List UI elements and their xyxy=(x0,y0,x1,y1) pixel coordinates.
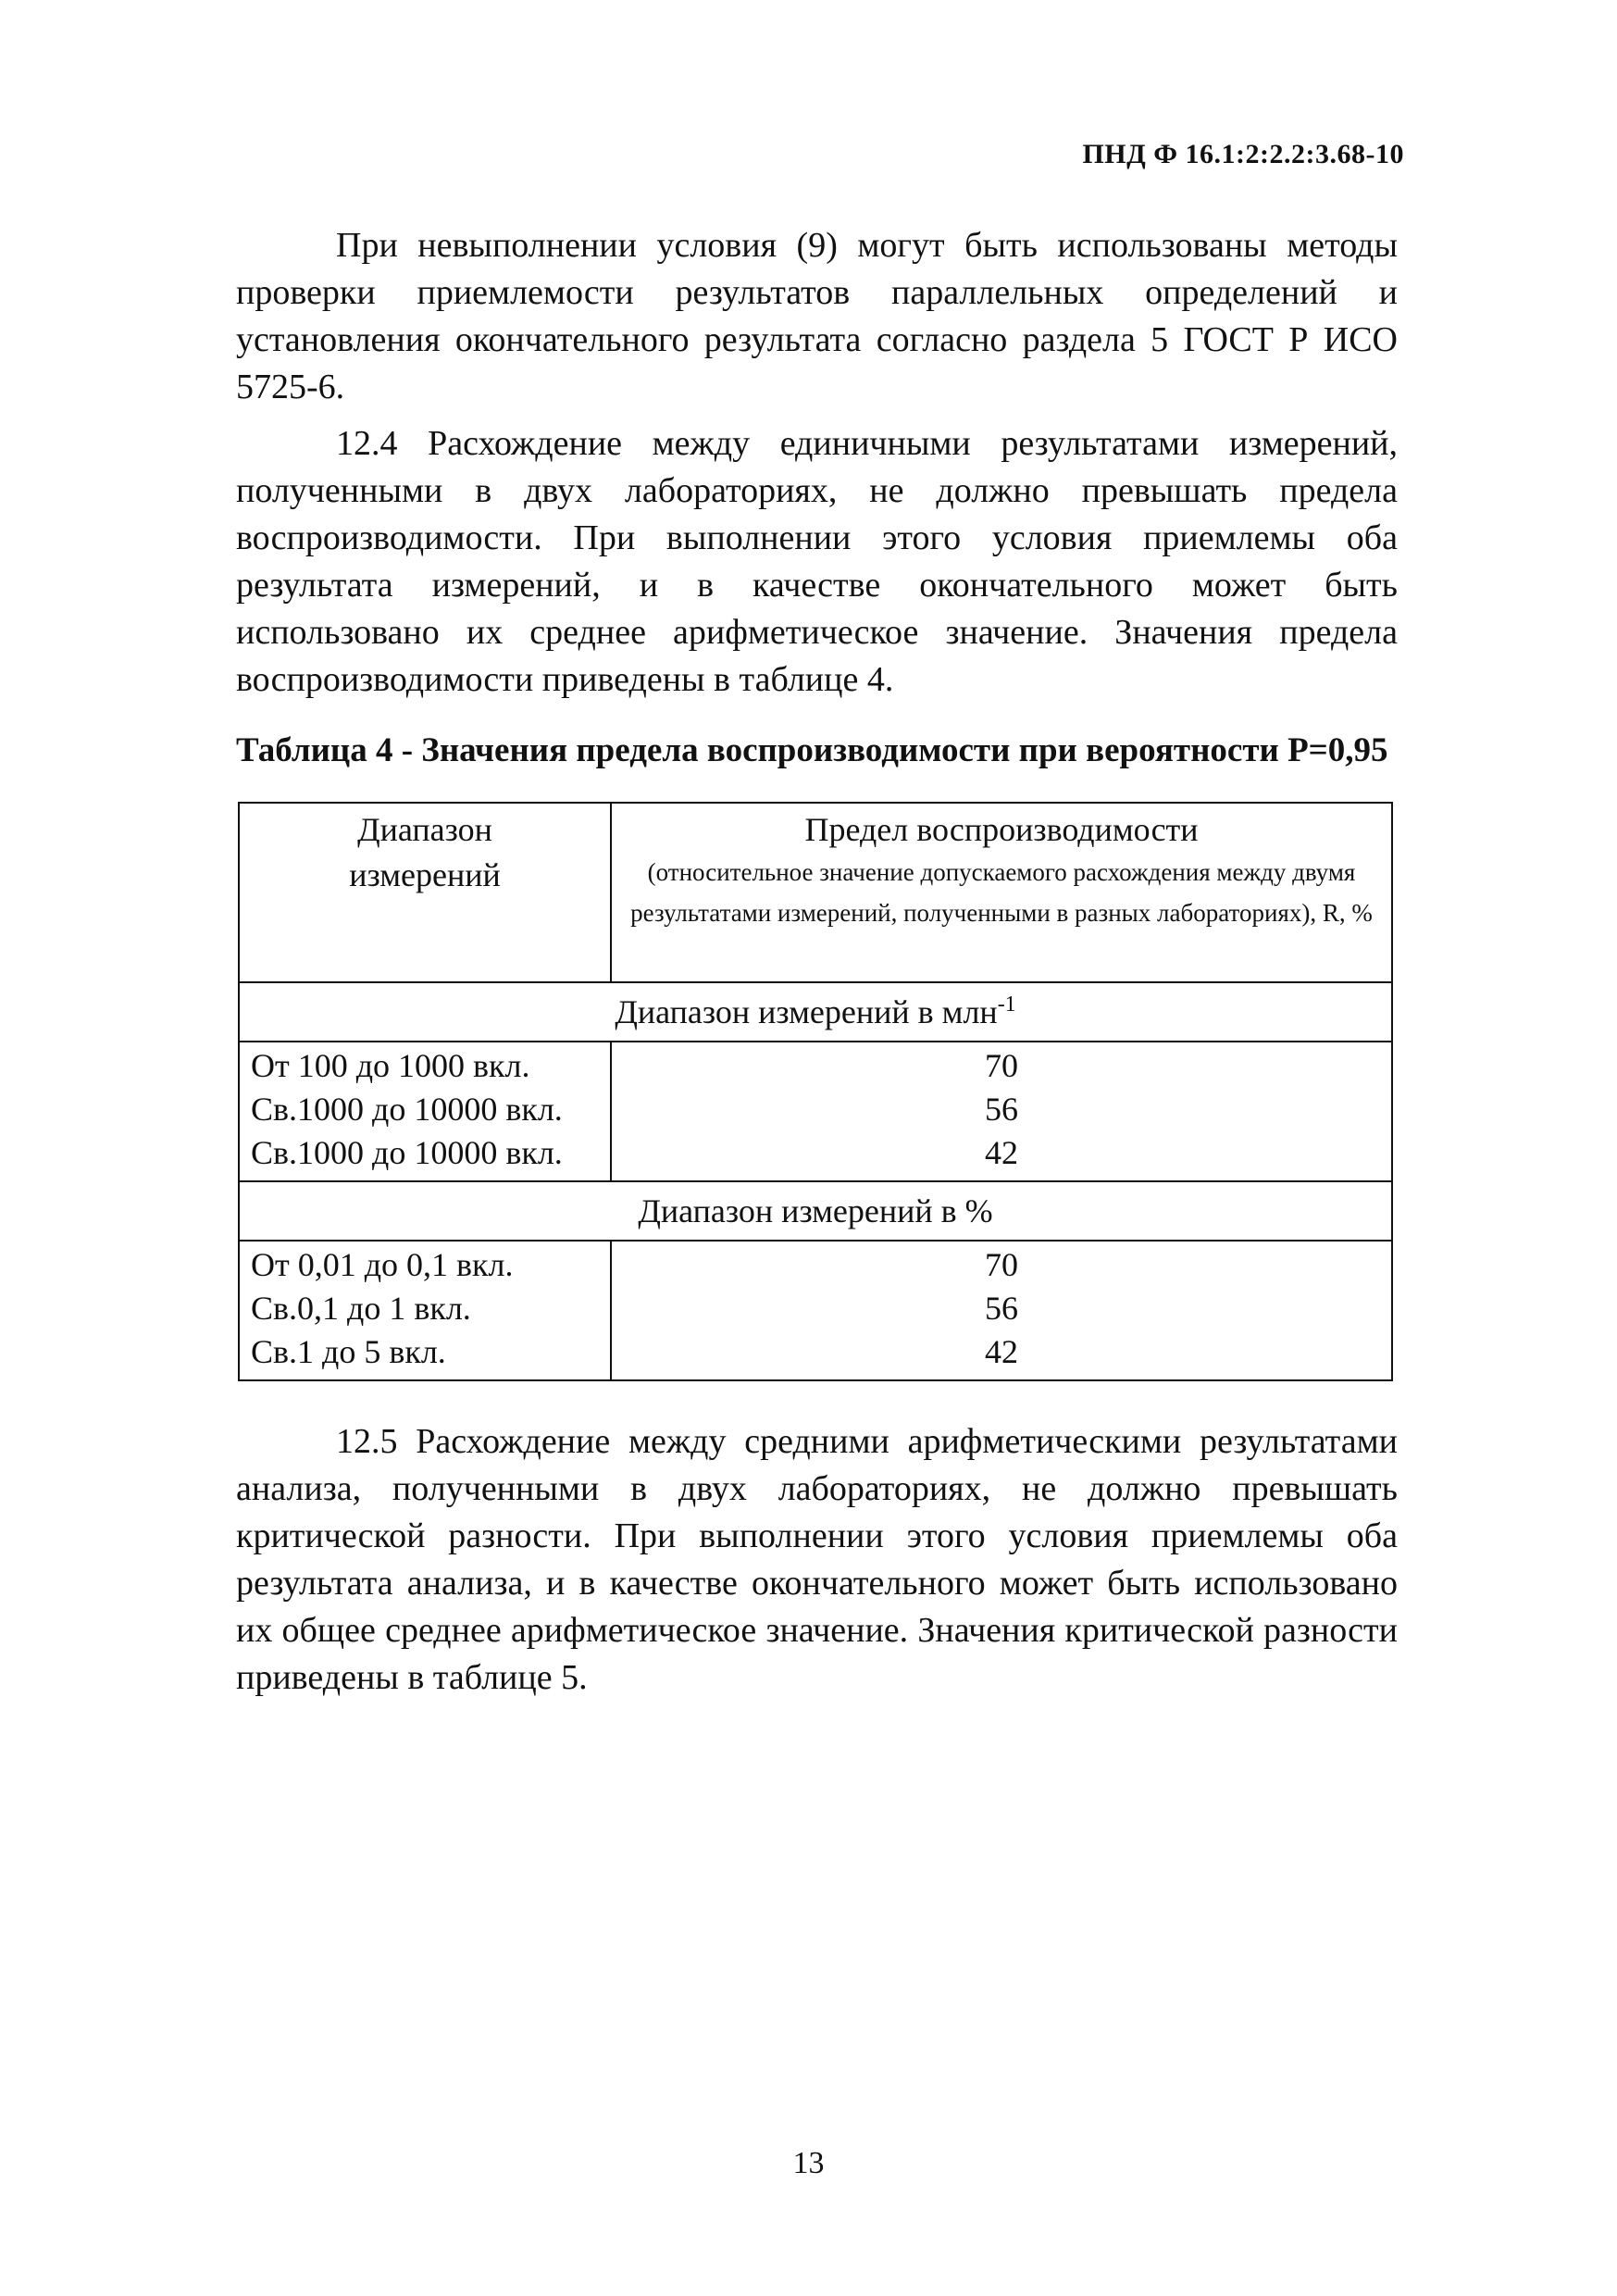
range-mln-3: Св.1000 до 10000 вкл. xyxy=(251,1134,563,1171)
table-header-row xyxy=(239,803,1392,982)
range-mln-2: Св.1000 до 10000 вкл. xyxy=(251,1091,563,1128)
paragraph-12-5: 12.5 Расхождение между средними арифметическими результатами анализа, полученными в двух лабораториях, не должно превышать критической разности. При выполнении этого условия приемлемы оба результата анализа, и в качестве окончательного может быть использовано их общее среднее арифметическое значение. Значения критической разности приведены в таблице 5. xyxy=(236,1422,1398,1697)
values-mln-cell xyxy=(611,1042,1392,1181)
table-4-caption: Таблица 4 - Значения предела воспроизводимости при вероятности Р=0,95 xyxy=(236,731,1388,769)
ranges-percent-cell xyxy=(239,1241,611,1380)
document-code: ПНД Ф 16.1:2:2.2:3.68-10 xyxy=(1082,139,1404,169)
value-mln-3: 42 xyxy=(985,1134,1018,1171)
table-4 xyxy=(238,802,1393,1381)
page-number: 13 xyxy=(792,2146,825,2180)
values-percent-cell xyxy=(611,1241,1392,1380)
ranges-mln-cell xyxy=(239,1042,611,1181)
range-percent-1: От 0,01 до 0,1 вкл. xyxy=(251,1246,514,1283)
table-row-percent xyxy=(239,1241,1392,1380)
section-title-mln xyxy=(239,982,1392,1042)
value-mln-2: 56 xyxy=(985,1091,1018,1128)
section-title-percent: Диапазон измерений в % xyxy=(239,1181,1392,1241)
section-title-mln-sup: -1 xyxy=(997,992,1016,1017)
header-limit-description: (относительное значение допускаемого расхождения между двумя результатами измерений, полученными в разных лабораториях), R, % xyxy=(630,858,1373,927)
value-percent-2: 56 xyxy=(985,1290,1018,1327)
paragraph-12-4: 12.4 Расхождение между единичными результатами измерений, полученными в двух лабораториях, не должно превышать предела воспроизводимости. При выполнении этого условия приемлемы оба результата измерений, и в качестве окончательного может быть использовано их среднее арифметическое значение. Значения предела воспроизводимости приведены в таблице 4. xyxy=(236,424,1398,699)
page-content xyxy=(236,222,1398,1711)
header-limit-title: Предел воспроизводимости xyxy=(804,811,1199,848)
paragraph-conditions: При невыполнении условия (9) могут быть использованы методы проверки приемлемости результатов параллельных определений и установления окончательного результата согласно раздела 5 ГОСТ Р ИСО 5725-6. xyxy=(236,226,1398,406)
section-row-mln xyxy=(239,982,1392,1042)
range-percent-3: Св.1 до 5 вкл. xyxy=(251,1333,446,1370)
header-range-line2: измерений xyxy=(349,856,501,893)
section-row-percent xyxy=(239,1181,1392,1241)
header-limit-cell xyxy=(611,803,1392,982)
range-mln-1: От 100 до 1000 вкл. xyxy=(251,1047,530,1084)
value-percent-1: 70 xyxy=(985,1246,1018,1283)
table-row-mln xyxy=(239,1042,1392,1181)
section-title-mln-text: Диапазон измерений в млн xyxy=(615,993,998,1030)
value-mln-1: 70 xyxy=(985,1047,1018,1084)
header-range-line1: Диапазон xyxy=(357,811,492,848)
value-percent-3: 42 xyxy=(985,1333,1018,1370)
header-range-cell xyxy=(239,803,611,982)
range-percent-2: Св.0,1 до 1 вкл. xyxy=(251,1290,471,1327)
